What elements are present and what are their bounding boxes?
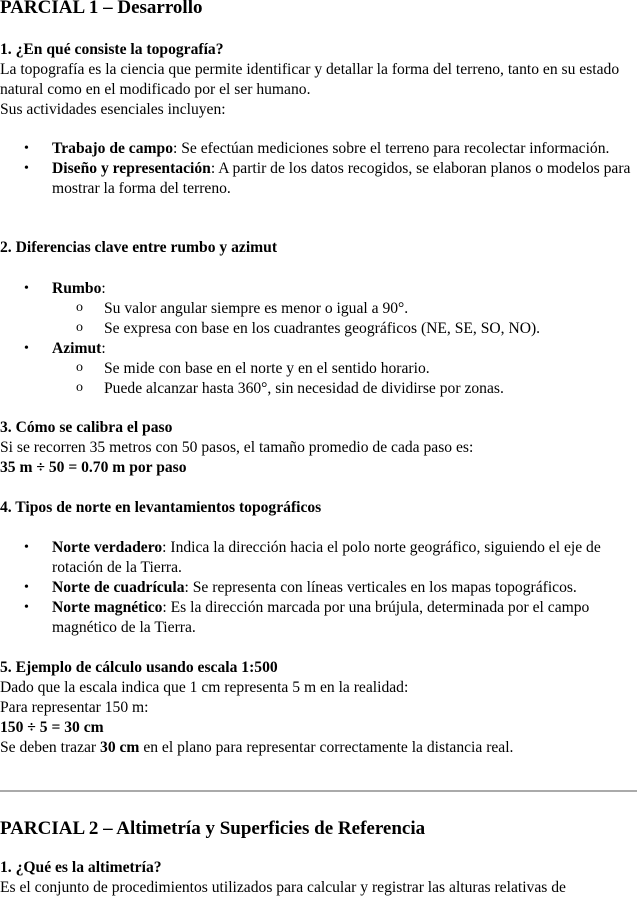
list-item	[0, 139, 632, 159]
sublist-item: o Se mide con base en el norte y en el sentido horario.	[0, 359, 632, 379]
parcial-2-section-1-heading: 1. ¿Qué es la altimetría?	[0, 859, 162, 876]
section-1-paragraph: La topografía es la ciencia que permite identificar y detallar la forma del terreno, tanto en su estado natural como en el modificado por el ser humano.	[0, 61, 620, 98]
list-item-term: Diseño y representación	[52, 160, 211, 177]
list-item-text: : A partir de los datos recogidos, se elaboran planos o modelos para mostrar la forma del terreno.	[52, 160, 631, 197]
list-item-text: : Es la dirección marcada por una brújula, determinada por el campo magnético de la Tierra.	[52, 599, 590, 636]
section-divider	[0, 790, 637, 792]
list-item-term: Norte verdadero	[52, 539, 163, 556]
section-1-heading: 1. ¿En qué consiste la topografía?	[0, 41, 224, 58]
sublist-item: o Su valor angular siempre es menor o igual a 90°.	[0, 299, 632, 319]
section-3-formula: 35 m ÷ 50 = 0.70 m por paso	[0, 459, 187, 476]
parcial-2-title: PARCIAL 2 – Altimetría y Superficies de Referencia	[0, 818, 426, 839]
list-item-text: : Indica la dirección hacia el polo norte geográfico, siguiendo el eje de rotación de la Tierra.	[52, 539, 601, 576]
list-item-text: : Se representa con líneas verticales en los mapas topográficos.	[184, 579, 577, 596]
conclusion-bold: 30 cm	[100, 739, 140, 756]
list-item-text: :	[101, 340, 106, 357]
section-1-intro: Sus actividades esenciales incluyen:	[0, 101, 226, 118]
section-5-formula: 150 ÷ 5 = 30 cm	[0, 719, 104, 736]
list-item	[0, 159, 632, 199]
list-item	[0, 578, 632, 598]
section-5-conclusion	[0, 738, 632, 758]
conclusion-pre: Se deben trazar	[0, 739, 101, 756]
rumbo-sublist	[0, 299, 632, 339]
section-2-heading: 2. Diferencias clave entre rumbo y azimut	[0, 239, 278, 256]
section-4-heading: 4. Tipos de norte en levantamientos topográficos	[0, 499, 322, 516]
parcial-2-section-1	[0, 858, 632, 898]
list-item-term: Rumbo	[52, 280, 102, 297]
list-item	[0, 538, 632, 578]
section-3-paragraph: Si se recorren 35 metros con 50 pasos, el tamaño promedio de cada paso es:	[0, 439, 474, 456]
section-5-paragraph-2: Para representar 150 m:	[0, 699, 149, 716]
conclusion-post: en el plano para representar correctamente la distancia real.	[139, 739, 514, 756]
section-3	[0, 418, 632, 478]
section-2-list-b	[0, 339, 632, 359]
parcial-1-title: PARCIAL 1 – Desarrollo	[0, 0, 203, 18]
list-item-text: :	[101, 280, 106, 297]
list-item	[0, 279, 632, 299]
section-5-heading: 5. Ejemplo de cálculo usando escala 1:500	[0, 659, 278, 676]
parcial-2-section-1-paragraph: Es el conjunto de procedimientos utilizados para calcular y registrar las alturas relativas de	[0, 879, 566, 896]
azimut-sublist	[0, 359, 632, 399]
list-item-term: Norte de cuadrícula	[52, 579, 185, 596]
section-5	[0, 658, 632, 758]
section-1-list	[0, 139, 632, 199]
list-item-term: Norte magnético	[52, 599, 163, 616]
section-2-list	[0, 279, 632, 299]
section-5-paragraph: Dado que la escala indica que 1 cm representa 5 m en la realidad:	[0, 679, 409, 696]
list-item-term: Azimut	[52, 340, 102, 357]
list-item-term: Trabajo de campo	[52, 140, 173, 157]
sublist-item: o Se expresa con base en los cuadrantes geográficos (NE, SE, SO, NO).	[0, 319, 632, 339]
list-item	[0, 339, 632, 359]
sublist-item: o Puede alcanzar hasta 360°, sin necesidad de dividirse por zonas.	[0, 379, 632, 399]
list-item	[0, 598, 632, 638]
section-3-heading: 3. Cómo se calibra el paso	[0, 419, 173, 436]
list-item-text: : Se efectúan mediciones sobre el terreno para recolectar información.	[173, 140, 610, 157]
section-4-list	[0, 538, 632, 638]
section-1	[0, 40, 632, 120]
